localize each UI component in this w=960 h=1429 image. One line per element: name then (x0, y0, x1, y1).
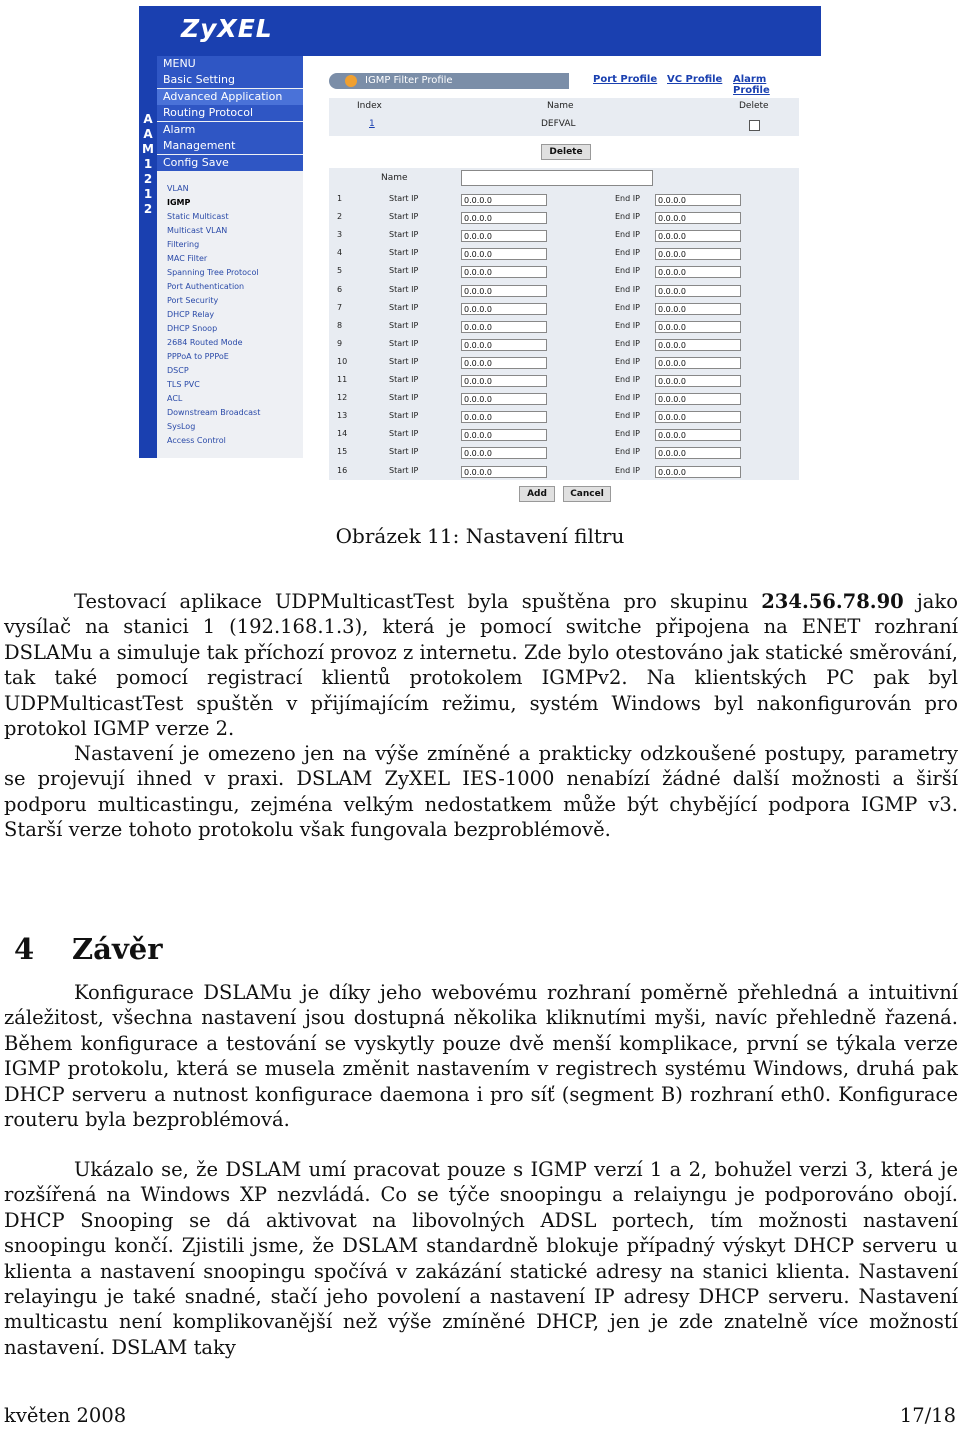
end-ip-input[interactable]: 0.0.0.0 (655, 393, 741, 405)
paragraph-2: Nastavení je omezeno jen na výše zmíněné a prakticky odzkoušené postupy, parametry se projevují ihned v praxi. DSLAM ZyXEL IES-1000 nenabízí žádné další možnosti a širší podporu multicastingu, zejména velkým nedostatkem může být chybějící podpora IGMP v3. Starší verze tohoto protokolu však fungovala bezproblémově. (4, 742, 958, 842)
end-ip-input[interactable]: 0.0.0.0 (655, 339, 741, 351)
paragraph-1-end: jako vysílač na stanici 1 (192.168.1.3), která je pomocí switche připojena na ENET rozhraní DSLAMu a simuluje tak příchozí provoz z internetu. Zde bylo otestováno jak statické směrování, tak také pomocí registrací klientů protokolem IGMPv2. Na klientských PC pak byl UDPMulticastTest spuštěn v přijímajícím režimu, systém Windows byl nakonfigurován pro protokol IGMP verze 2. (4, 590, 958, 741)
name-label: Name (381, 173, 408, 183)
end-ip-label: End IP (615, 447, 640, 457)
col-header-name: Name (547, 101, 574, 111)
start-ip-input[interactable]: 0.0.0.0 (461, 303, 547, 315)
submenu-item[interactable]: Access Control (167, 436, 226, 445)
tab-igmp-filter-profile[interactable] (329, 73, 569, 89)
menu-item[interactable]: Advanced Application (157, 89, 303, 105)
row-number: 8 (337, 320, 343, 330)
link-vc-profile[interactable]: VC Profile (667, 74, 723, 85)
start-ip-input[interactable]: 0.0.0.0 (461, 194, 547, 206)
end-ip-label: End IP (615, 320, 640, 330)
row-number: 5 (337, 266, 343, 276)
submenu-item[interactable]: MAC Filter (167, 254, 208, 263)
start-ip-label: Start IP (389, 411, 419, 421)
start-ip-input[interactable]: 0.0.0.0 (461, 339, 547, 351)
delete-button[interactable]: Delete (541, 144, 591, 160)
igmp-filter-panel (329, 72, 799, 499)
end-ip-label: End IP (615, 338, 640, 348)
start-ip-label: Start IP (389, 465, 419, 475)
start-ip-input[interactable]: 0.0.0.0 (461, 266, 547, 278)
submenu-item[interactable]: Port Security (167, 296, 219, 305)
submenu-item[interactable]: DSCP (167, 366, 189, 375)
link-port-profile[interactable]: Port Profile (593, 74, 658, 85)
start-ip-input[interactable]: 0.0.0.0 (461, 321, 547, 333)
start-ip-input[interactable]: 0.0.0.0 (461, 429, 547, 441)
end-ip-label: End IP (615, 393, 640, 403)
end-ip-label: End IP (615, 248, 640, 258)
submenu-item[interactable]: ACL (167, 394, 183, 403)
profile-index-link[interactable]: 1 (369, 119, 375, 129)
start-ip-input[interactable]: 0.0.0.0 (461, 375, 547, 387)
row-number: 1 (337, 194, 343, 203)
end-ip-input[interactable]: 0.0.0.0 (655, 266, 741, 278)
end-ip-input[interactable]: 0.0.0.0 (655, 321, 741, 333)
end-ip-label: End IP (615, 194, 640, 203)
col-header-delete: Delete (739, 101, 769, 111)
row-number: 13 (337, 411, 348, 421)
end-ip-label: End IP (615, 284, 640, 294)
end-ip-input[interactable]: 0.0.0.0 (655, 248, 741, 260)
submenu-item[interactable]: IGMP (167, 198, 191, 207)
submenu-item[interactable]: DHCP Relay (167, 310, 215, 319)
end-ip-label: End IP (615, 411, 640, 421)
submenu-item[interactable]: Spanning Tree Protocol (167, 268, 259, 277)
end-ip-label: End IP (615, 302, 640, 312)
submenu-item[interactable]: PPPoA to PPPoE (167, 352, 229, 361)
end-ip-input[interactable]: 0.0.0.0 (655, 447, 741, 459)
paragraph-3: Konfigurace DSLAMu je díky jeho webovému rozhraní poměrně přehledná a intuitivní záležitost, všechna nastavení jsou dostupná několika kliknutími myši, navíc přehledně řazená. Během konfigurace a testování se vyskytly pouze dvě menší komplikace, první se týkala verze IGMP protokolu, která se musela změnit nastavením v registrech systému Windows, druhá pak DHCP serveru a nutnost konfigurace daemona i pro síť (segment B) rozhraní eth0. Konfigurace routeru byla bezproblémová. (4, 981, 958, 1132)
start-ip-input[interactable]: 0.0.0.0 (461, 285, 547, 297)
start-ip-input[interactable]: 0.0.0.0 (461, 411, 547, 423)
delete-checkbox[interactable] (749, 120, 760, 131)
submenu-item[interactable]: TLS PVC (167, 380, 200, 389)
paragraph-1 (4, 589, 958, 741)
row-number: 3 (337, 230, 343, 240)
start-ip-input[interactable]: 0.0.0.0 (461, 357, 547, 369)
tab-label: IGMP Filter Profile (365, 75, 453, 86)
start-ip-label: Start IP (389, 338, 419, 348)
start-ip-label: Start IP (389, 375, 419, 384)
start-ip-label: Start IP (389, 429, 419, 439)
start-ip-input[interactable]: 0.0.0.0 (461, 447, 547, 459)
submenu-item[interactable]: 2684 Routed Mode (167, 338, 243, 347)
start-ip-label: Start IP (389, 320, 419, 330)
submenu-item[interactable]: SysLog (167, 422, 196, 431)
end-ip-label: End IP (615, 375, 640, 384)
end-ip-input[interactable]: 0.0.0.0 (655, 285, 741, 297)
start-ip-label: Start IP (389, 194, 419, 203)
start-ip-label: Start IP (389, 284, 419, 294)
end-ip-input[interactable]: 0.0.0.0 (655, 303, 741, 315)
end-ip-input[interactable]: 0.0.0.0 (655, 357, 741, 369)
zyxel-logo: ZyXEL (181, 14, 273, 43)
start-ip-label: Start IP (389, 230, 419, 240)
tab-bullet-icon (345, 75, 357, 87)
row-number: 9 (337, 338, 343, 348)
end-ip-input[interactable]: 0.0.0.0 (655, 212, 741, 224)
start-ip-label: Start IP (389, 266, 419, 276)
row-number: 12 (337, 393, 348, 403)
row-number: 6 (337, 284, 343, 294)
row-number: 4 (337, 248, 343, 258)
row-number: 7 (337, 302, 343, 312)
paragraph-1-start: Testovací aplikace UDPMulticastTest byla spuštěna pro skupinu (74, 590, 762, 613)
start-ip-input[interactable]: 0.0.0.0 (461, 248, 547, 260)
section-number: 4 (14, 932, 35, 966)
menu-item[interactable]: Management (157, 138, 303, 154)
paragraph-4: Ukázalo se, že DSLAM umí pracovat pouze s IGMP verzí 1 a 2, bohužel verzi 3, která je rozšířená na Windows XP nezvládá. Co se týče snoopingu a relaiyngu je podporováno obojí. DHCP Snooping se dá aktivovat na libovolných ADSL portech, tím možnosti nastavení snoopingu končí. Zjistili jsme, že DSLAM standardně blokuje případný výskyt DHCP serveru u klienta a nastavení snoopingu spočívá v zakázání statické adresy na stanici klienta. Nastavení relayingu je také snadné, stačí jeho povolení a nastavení IP adresy DHCP serveru. Nastavení multicastu není komplikovanější než výše zmíněné DHCP, jen je zde znatelně více možností nastavení. DSLAM taky (4, 1158, 958, 1359)
section-heading (14, 932, 163, 966)
end-ip-label: End IP (615, 465, 640, 475)
section-title: Závěr (72, 932, 163, 966)
end-ip-input[interactable]: 0.0.0.0 (655, 429, 741, 441)
row-number: 16 (337, 465, 348, 475)
menu-item[interactable]: Routing Protocol (157, 105, 303, 121)
submenu-item[interactable]: VLAN (167, 184, 189, 193)
end-ip-input[interactable]: 0.0.0.0 (655, 411, 741, 423)
name-input[interactable] (461, 170, 653, 186)
cancel-button[interactable]: Cancel (563, 486, 611, 502)
submenu-item[interactable]: Multicast VLAN (167, 226, 228, 235)
menu-item[interactable]: Config Save (157, 155, 303, 171)
end-ip-label: End IP (615, 429, 640, 439)
row-number: 14 (337, 429, 348, 439)
end-ip-input[interactable]: 0.0.0.0 (655, 230, 741, 242)
page-number: 17/18 (899, 1404, 956, 1427)
start-ip-input[interactable]: 0.0.0.0 (461, 393, 547, 405)
zyxel-screenshot (139, 6, 821, 499)
submenu-item[interactable]: Port Authentication (167, 282, 245, 291)
figure-caption: Obrázek 11: Nastavení filtru (335, 524, 625, 548)
start-ip-label: Start IP (389, 302, 419, 312)
nav-menu (157, 56, 303, 458)
submenu-item[interactable]: DHCP Snoop (167, 324, 218, 333)
col-header-index: Index (357, 101, 382, 111)
start-ip-label: Start IP (389, 248, 419, 258)
link-alarm-profile[interactable]: Alarm Profile (733, 74, 770, 96)
device-model-label: AAM 1212 (142, 112, 154, 216)
row-number: 11 (337, 375, 348, 384)
footer-date: květen 2008 (4, 1404, 127, 1427)
row-number: 2 (337, 212, 343, 222)
end-ip-label: End IP (615, 230, 640, 240)
menu-header: MENU (157, 56, 303, 72)
tab-bar (329, 72, 799, 96)
end-ip-input[interactable]: 0.0.0.0 (655, 194, 741, 206)
start-ip-input[interactable]: 0.0.0.0 (461, 466, 547, 478)
menu-item[interactable]: Alarm (157, 122, 303, 138)
end-ip-label: End IP (615, 356, 640, 366)
start-ip-label: Start IP (389, 447, 419, 457)
end-ip-input[interactable]: 0.0.0.0 (655, 466, 741, 478)
left-strip (139, 56, 157, 458)
submenu-item[interactable]: Static Multicast (167, 212, 229, 221)
start-ip-label: Start IP (389, 356, 419, 366)
row-number: 10 (337, 356, 348, 366)
profile-name: DEFVAL (541, 119, 576, 129)
logo-bar (139, 6, 821, 56)
start-ip-label: Start IP (389, 393, 419, 403)
submenu-item[interactable]: Downstream Broadcast (167, 408, 261, 417)
add-button[interactable]: Add (519, 486, 555, 502)
end-ip-label: End IP (615, 212, 640, 222)
start-ip-input[interactable]: 0.0.0.0 (461, 230, 547, 242)
row-number: 15 (337, 447, 348, 457)
submenu-item[interactable]: Filtering (167, 240, 200, 249)
start-ip-label: Start IP (389, 212, 419, 222)
start-ip-input[interactable]: 0.0.0.0 (461, 212, 547, 224)
menu-item[interactable]: Basic Setting (157, 72, 303, 88)
end-ip-input[interactable]: 0.0.0.0 (655, 375, 741, 387)
multicast-group-address: 234.56.78.90 (761, 590, 904, 613)
end-ip-label: End IP (615, 266, 640, 276)
